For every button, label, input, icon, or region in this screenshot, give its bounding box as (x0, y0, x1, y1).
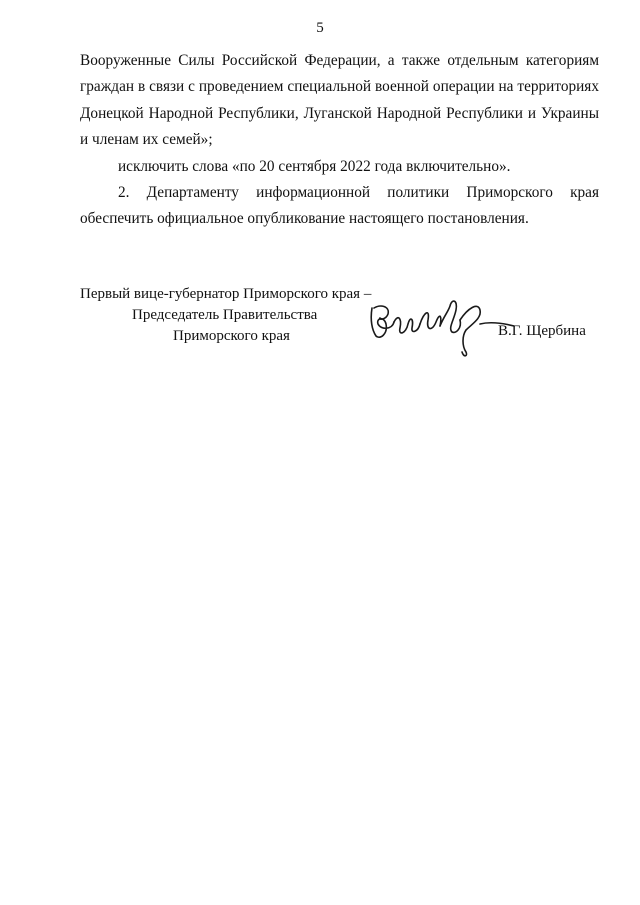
signer-name: В.Г. Щербина (498, 323, 586, 339)
signatory-title-line2: Председатель Правительства (132, 307, 318, 323)
paragraph-exclusion: исключить слова «по 20 сентября 2022 года включительно». (118, 157, 511, 175)
paragraph-publication: 2. Департаменту информационной политики Приморского края обеспечить официальное опубликование настоящего постановления. (80, 184, 599, 228)
signatory-title-line3: Приморского края (173, 328, 290, 344)
signatory-title (80, 284, 371, 347)
document-body (80, 48, 599, 233)
handwritten-signature-icon (368, 294, 518, 360)
page-number: 5 (316, 20, 324, 36)
paragraph-continuation: Вооруженные Силы Российской Федерации, а также отдельным категориям граждан в связи с проведением специальной военной операции на территориях Донецкой Народной Республики, Луганской Народной Республики и Украины и членам их семей»; (80, 52, 599, 149)
signatory-title-line1: Первый вице-губернатор Приморского края – (80, 286, 372, 302)
